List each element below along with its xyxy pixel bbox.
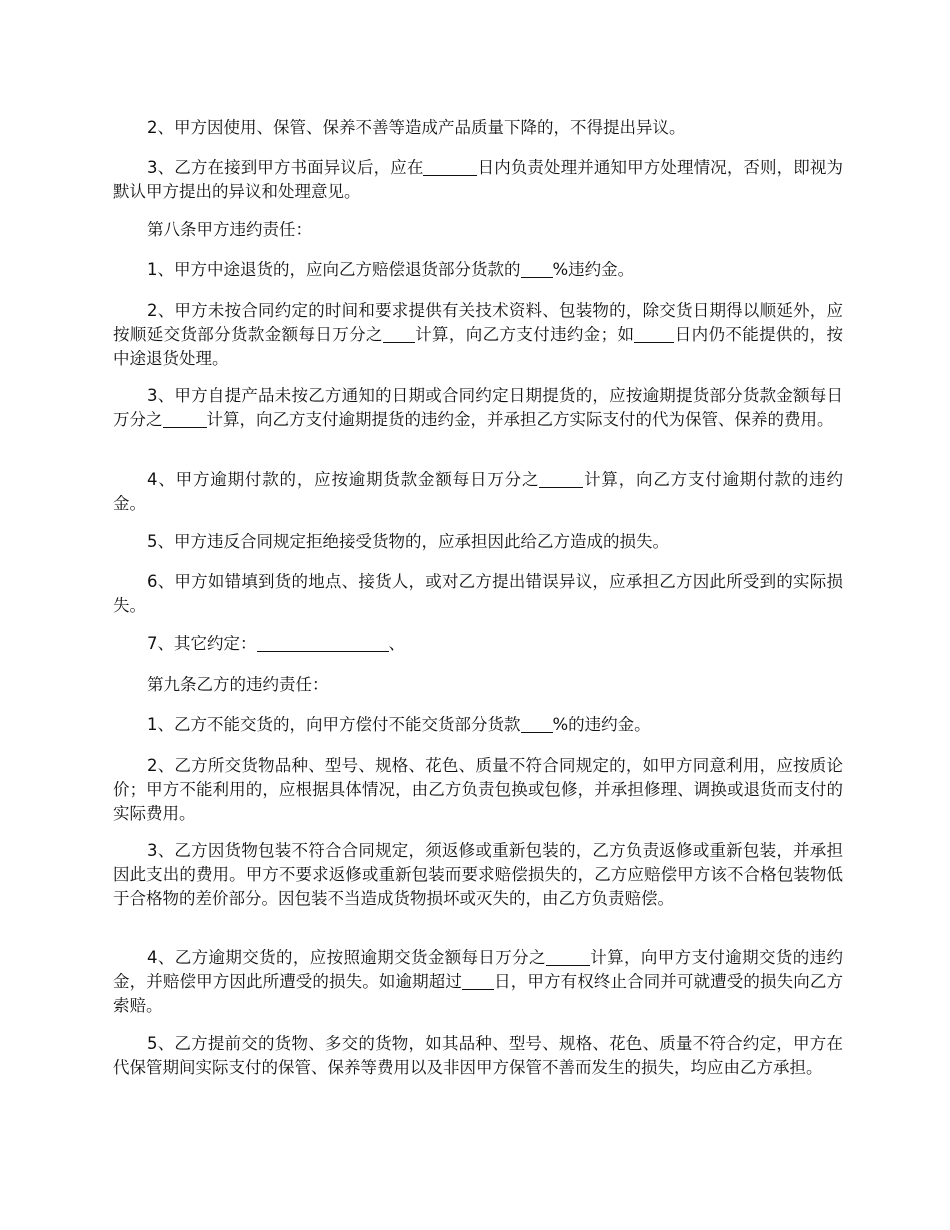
text: 4、甲方逾期付款的，应按逾期货款金额每日万分之 [147, 470, 540, 489]
clause-8-item-6 [113, 570, 843, 618]
text: 3、甲方自提产品未按乙方通知的日期或合同约定日期提货的，应按逾期提货部分货款金额每日万分之 [113, 386, 843, 429]
clause-9-item-2 [113, 754, 843, 826]
clause-9-item-1 [113, 713, 843, 737]
text: 计算，向乙方支付逾期付款的违约金。 [113, 470, 844, 513]
blank-line [521, 714, 553, 733]
blank-line [462, 971, 494, 990]
clause-9-item-3 [113, 839, 843, 911]
text: 5、甲方违反合同规定拒绝接受货物的，应承担因此给乙方造成的损失。 [147, 532, 669, 551]
text: 日，甲方有权终止合同并可就遭受的损失向乙方索赔。 [113, 972, 844, 1015]
text: 第八条甲方违约责任： [147, 220, 312, 239]
clause-9-item-4 [113, 946, 843, 1018]
article-9-heading [113, 673, 843, 697]
clause-9-item-5 [113, 1032, 843, 1080]
text: 3、乙方因货物包装不符合合同规定，须返修或重新包装的，乙方负责返修或重新包装，并承担因此支出的费用。甲方不要求返修或重新包装而要求赔偿损失的，乙方应赔偿甲方该不合格包装物低于合格物的差价部分。因包装不当造成货物损坏或灭失的，由乙方负责赔偿。 [113, 841, 843, 908]
clause-8-item-4 [113, 468, 843, 516]
blank-line [423, 157, 477, 176]
clause-8-item-1 [113, 258, 843, 282]
clause-8-item-3 [113, 384, 843, 432]
text: 日内仍不能提供的，按中途退货处理。 [113, 325, 844, 368]
clause-7-item-3 [113, 156, 843, 204]
text: 1、乙方不能交货的，向甲方偿付不能交货部分货款 [147, 715, 521, 734]
clause-8-item-2 [113, 299, 843, 371]
text: 计算，向乙方支付违约金；如 [414, 325, 635, 344]
text: 7、其它约定： [147, 634, 257, 653]
text: 6、甲方如错填到货的地点、接货人，或对乙方提出错误异议，应承担乙方因此所受到的实际损失。 [113, 572, 843, 615]
text: 3、乙方在接到甲方书面异议后，应在 [147, 158, 424, 177]
blank-line [539, 469, 583, 488]
clause-7-item-2 [113, 116, 843, 140]
text: 1、甲方中途退货的，应向乙方赔偿退货部分货款的 [147, 260, 521, 279]
clause-8-item-7 [113, 632, 843, 656]
blank-line [634, 324, 674, 343]
text: 2、甲方因使用、保管、保养不善等造成产品质量下降的，不得提出异议。 [147, 118, 686, 137]
text: 计算，向乙方支付逾期提货的违约金，并承担乙方实际支付的代为保管、保养的费用。 [206, 410, 834, 429]
blank-line [546, 947, 590, 966]
blank-line [521, 259, 553, 278]
text: 第九条乙方的违约责任： [147, 675, 329, 694]
text: 计算，向甲方支付逾期交货的违约金，并赔偿甲方因此所遭受的损失。如逾期超过 [113, 948, 843, 991]
text: 4、乙方逾期交货的，应按照逾期交货金额每日万分之 [147, 948, 546, 967]
text: 2、乙方所交货物品种、型号、规格、花色、质量不符合同规定的，如甲方同意利用，应按质论价；甲方不能利用的，应根据具体情况，由乙方负责包换或包修，并承担修理、调换或退货而支付的实际费用。 [113, 756, 843, 823]
article-8-heading [113, 218, 843, 242]
text: %的违约金。 [552, 715, 651, 734]
text: 5、乙方提前交的货物、多交的货物，如其品种、型号、规格、花色、质量不符合约定，甲方在代保管期间实际支付的保管、保养等费用以及非因甲方保管不善而发生的损失，均应由乙方承担。 [113, 1034, 843, 1077]
text: 2、甲方未按合同约定的时间和要求提供有关技术资料、包装物的，除交货日期得以顺延外，应按顺延交货部分货款金额每日万分之 [113, 301, 843, 344]
blank-line [257, 633, 389, 652]
clause-8-item-5 [113, 530, 843, 554]
blank-line [163, 409, 207, 428]
blank-line [383, 324, 415, 343]
text: %违约金。 [552, 260, 635, 279]
text: 日内负责处理并通知甲方处理情况，否则，即视为默认甲方提出的异议和处理意见。 [113, 158, 844, 201]
text: 、 [388, 634, 405, 653]
